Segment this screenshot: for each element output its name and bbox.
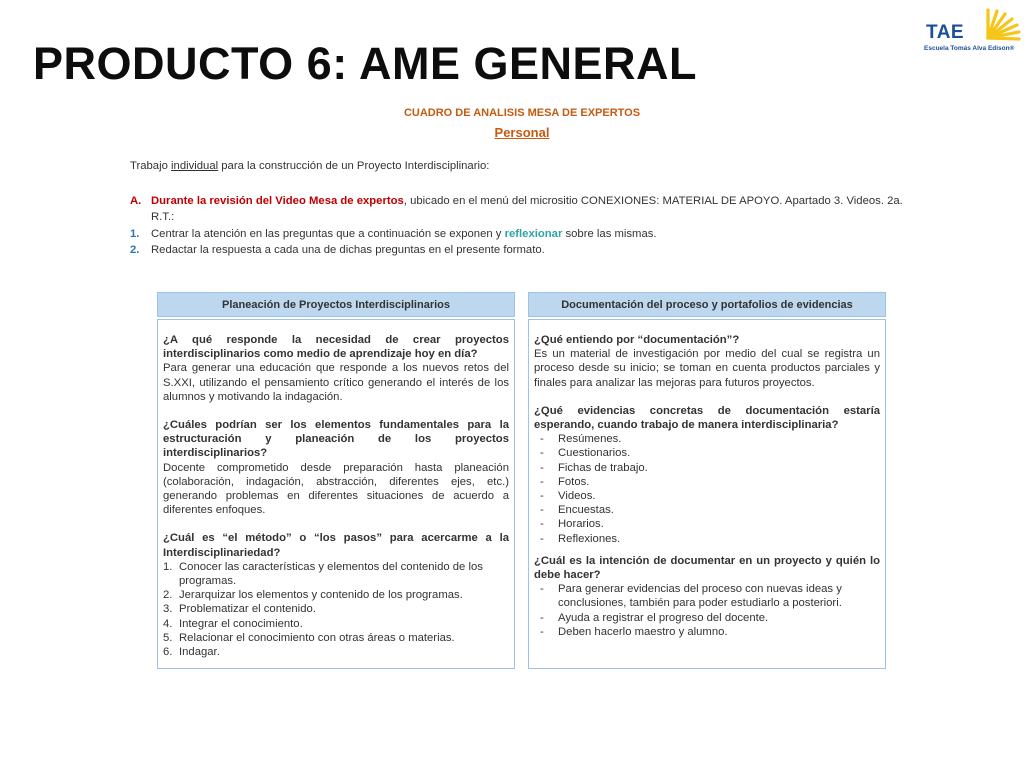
document-heading: CUADRO DE ANALISIS MESA DE EXPERTOS (403, 107, 641, 119)
list-item: - Fotos. (534, 475, 880, 489)
list-item: 3. Problematizar el contenido. (163, 603, 316, 616)
tae-logo (918, 4, 1022, 56)
steps-list (163, 560, 509, 659)
left-question-1: ¿A qué responde la necesidad de crear proyectos interdisciplinarios como medio de aprendizaje hoy en día? (163, 334, 509, 361)
instruction-1-highlight: reflexionar (504, 228, 563, 240)
right-question-3: ¿Cuál es la intención de documentar en un proyecto y quién lo debe hacer? (534, 554, 880, 582)
list-item: - Reflexiones. (534, 532, 880, 546)
list-item: 5. Relacionar el conocimiento con otras áreas o materias. (163, 631, 455, 644)
left-question-2: ¿Cuáles podrían ser los elementos fundamentales para la estructuración y planeación de los proyectos interdisciplinarios? (163, 419, 509, 460)
list-item: - Cuestionarios. (534, 446, 880, 460)
list-item: - Fichas de trabajo. (534, 461, 880, 475)
instruction-a: A. Durante la revisión del Video Mesa de expertos, ubicado en el menú del micrositio CONEXIONES: MATERIAL DE APOYO. Apartado 3. Videos. 2a. R.T.: (130, 195, 903, 223)
intentions-list (534, 582, 880, 639)
intro-underlined: individual (171, 160, 219, 172)
right-column-header: Documentación del proceso y portafolios de evidencias (528, 292, 886, 317)
list-item: - Videos. (534, 489, 880, 503)
instruction-1: 1. Centrar la atención en las preguntas que a continuación se exponen y reflexionar sobre las mismas. (130, 228, 657, 240)
list-item: 1. Conocer las características y elementos del contenido de los programas. (163, 560, 483, 588)
left-column-body (157, 319, 515, 669)
left-column-header: Planeación de Proyectos Interdisciplinarios (157, 292, 515, 317)
list-item: - Ayuda a registrar el progreso del docente. (534, 611, 880, 625)
logo-subtitle: Escuela Tomás Alva Edison® (924, 45, 1015, 52)
left-question-3: ¿Cuál es “el método” o “los pasos” para acercarme a la Interdisciplinariedad? (163, 532, 509, 559)
list-item: - Horarios. (534, 517, 880, 531)
instruction-a-highlight: Durante la revisión del Video Mesa de expertos (151, 195, 404, 207)
logo-text: TAE (926, 22, 965, 43)
instruction-2: 2. Redactar la respuesta a cada una de dichas preguntas en el presente formato. (130, 244, 545, 256)
left-answer-2: Docente comprometido desde preparación hasta planeación (colaboración, indagación, abstracción, diferentes ejes, etc.) generando problemas en diferentes situaciones de acuerdo a diferentes enfoques. (163, 461, 509, 517)
document-subheading: Personal (494, 125, 550, 140)
list-item: - Resúmenes. (534, 432, 880, 446)
list-item: 2. Jerarquizar los elementos y contenido de los programas. (163, 589, 463, 602)
right-question-2: ¿Qué evidencias concretas de documentación estaría esperando, cuando trabajo de manera interdisciplinaria? (534, 404, 880, 432)
instruction-2-marker: 2. (130, 244, 140, 256)
right-answer-1: Es un material de investigación por medio del cual se registra un proceso desde su inicio; se toman en cuenta productos parciales y finales para analizar las mejoras para futuros proyectos. (534, 348, 880, 389)
list-item: 4. Integrar el conocimiento. (163, 617, 303, 630)
evidences-list (534, 432, 880, 546)
left-answer-1: Para generar una educación que responde a los nuevos retos del S.XXI, utilizando el pensamiento crítico generando el interés de los alumnos y motivando la indagación. (163, 362, 509, 403)
instruction-a-marker: A. (130, 195, 142, 207)
right-question-1: ¿Qué entiendo por “documentación”? (534, 334, 740, 346)
list-item: 6. Indagar. (163, 646, 220, 659)
list-item: - Encuestas. (534, 503, 880, 517)
instruction-1-marker: 1. (130, 228, 140, 240)
slide-title: PRODUCTO 6: AME GENERAL (33, 38, 698, 89)
list-item: - Para generar evidencias del proceso con nuevas ideas y conclusiones, también para poder estudiarlo a posteriori. (534, 582, 880, 610)
right-column-body (528, 319, 886, 669)
list-item: - Deben hacerlo maestro y alumno. (534, 625, 880, 639)
intro-line: Trabajo individual para la construcción de un Proyecto Interdisciplinario: (130, 160, 490, 172)
